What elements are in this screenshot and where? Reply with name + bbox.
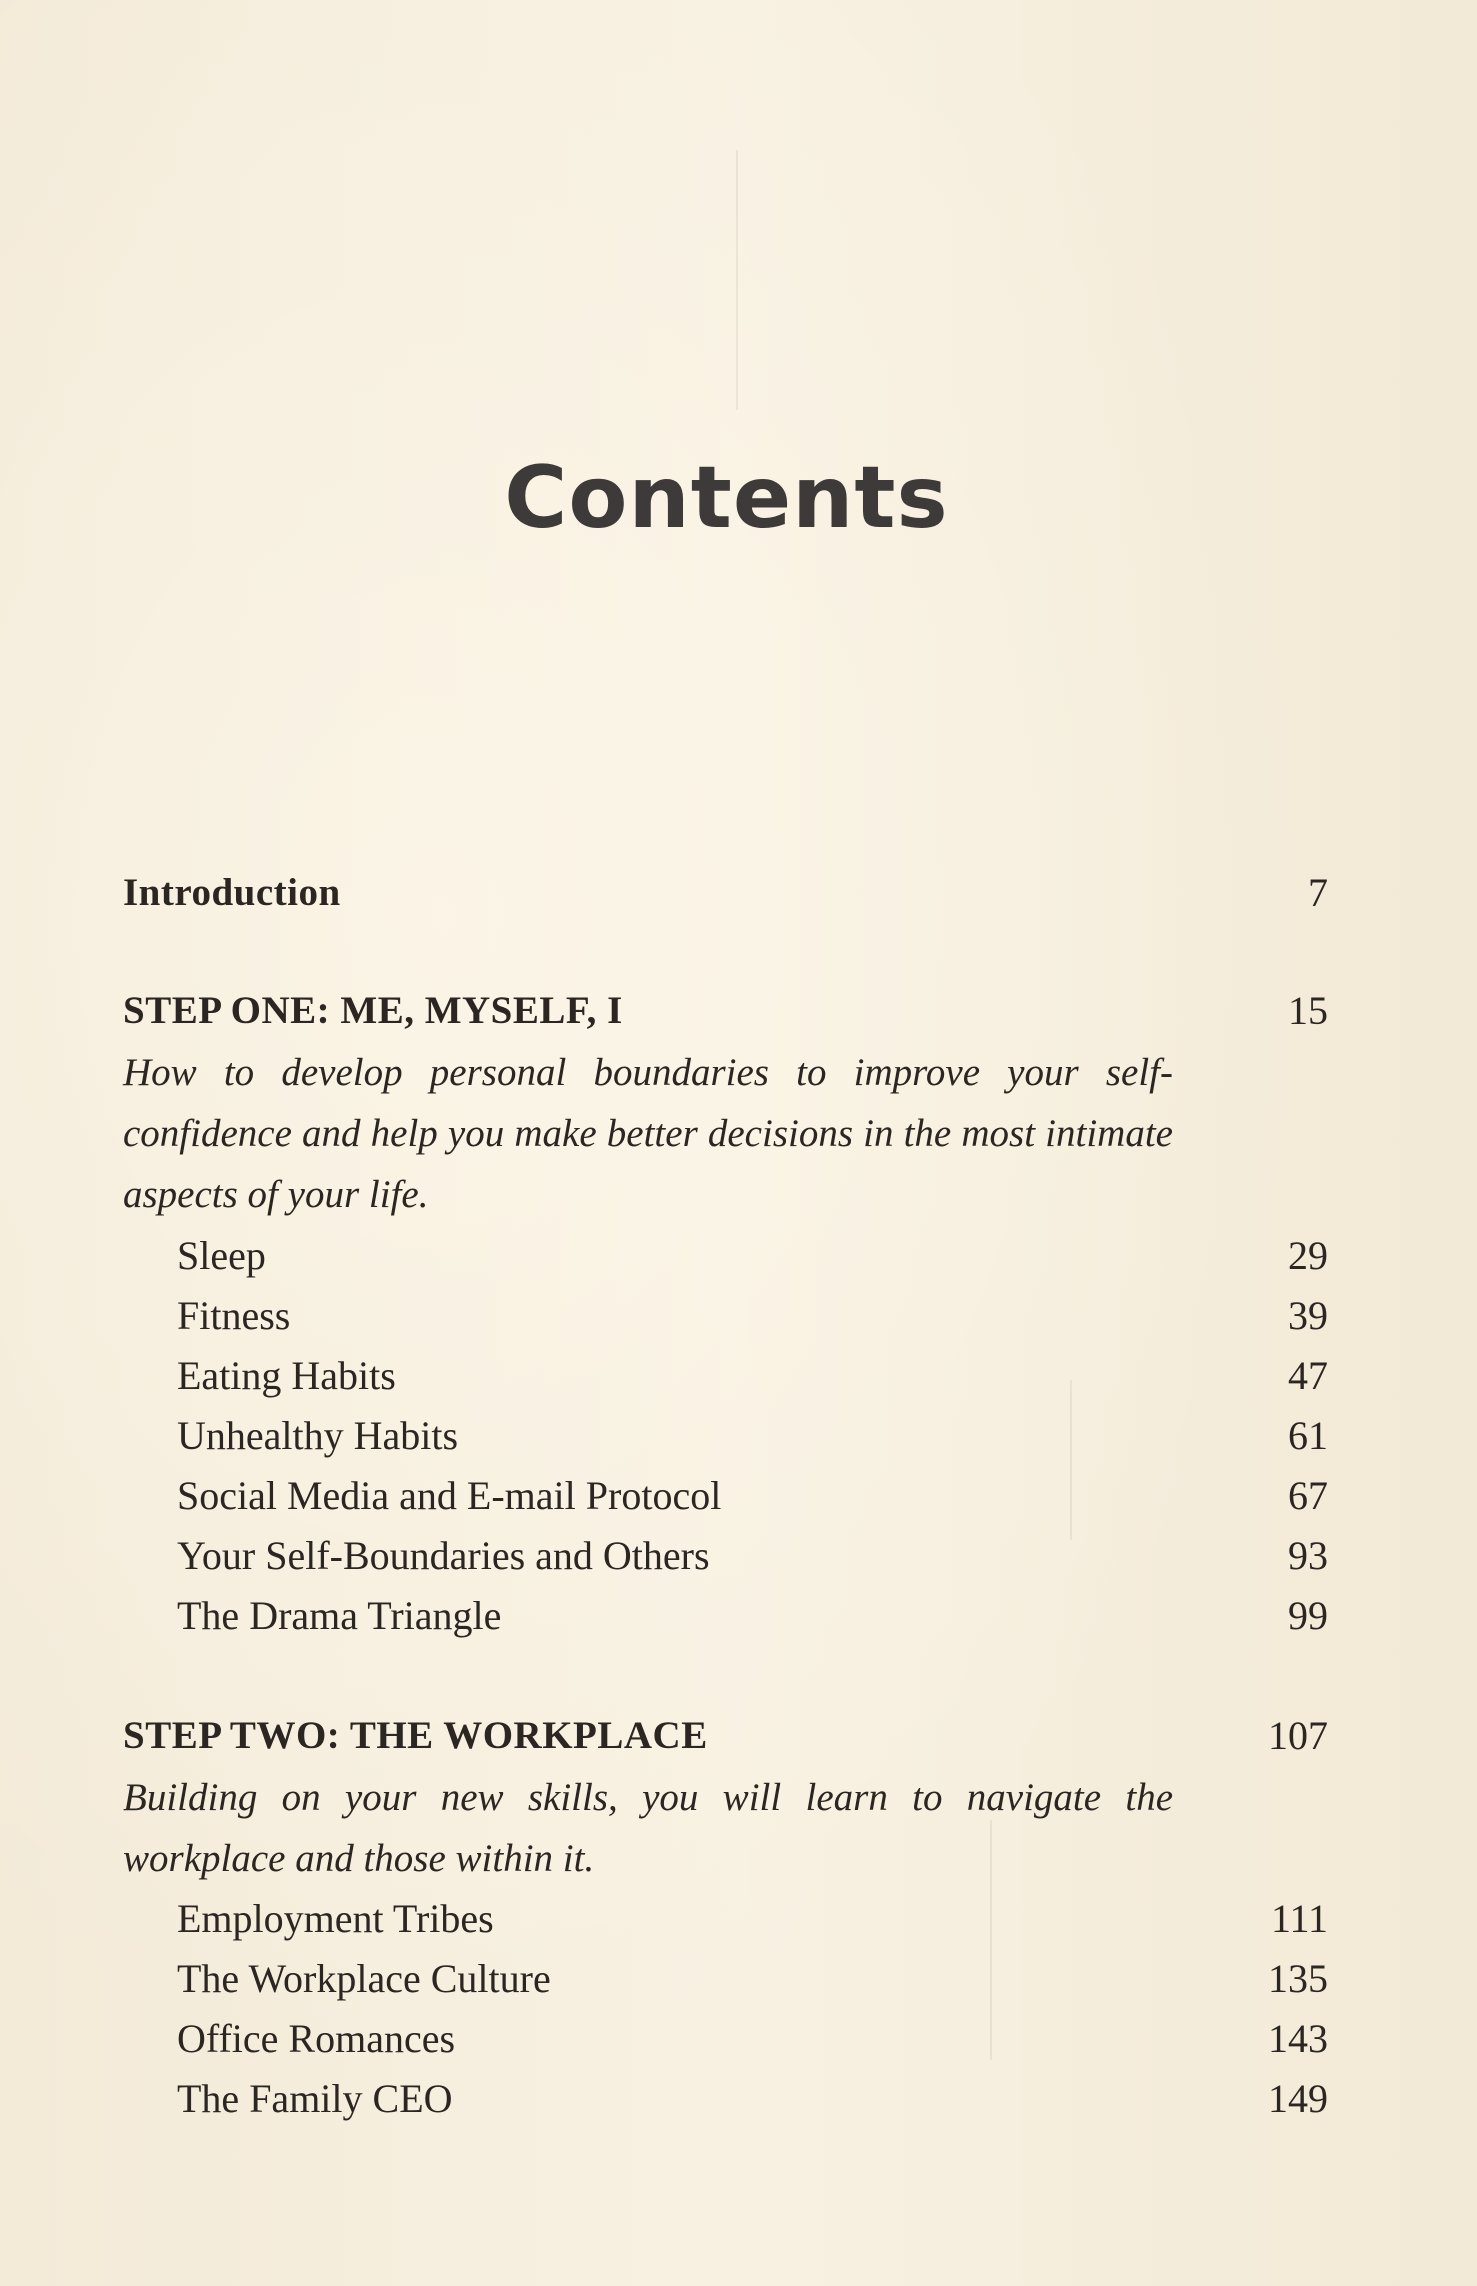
toc-entry[interactable] — [123, 1526, 1328, 1586]
toc-entry[interactable] — [123, 2069, 1328, 2129]
toc-page-number: 47 — [1288, 1353, 1328, 1398]
toc-section-heading[interactable] — [123, 981, 1328, 1041]
toc-entry-label: Social Media and E-mail Protocol — [177, 1473, 722, 1518]
toc-page-number: 143 — [1268, 2016, 1328, 2061]
toc-entry-label: The Workplace Culture — [177, 1956, 551, 2001]
toc-page-number: 149 — [1268, 2076, 1328, 2121]
toc-entry-label: The Drama Triangle — [177, 1593, 502, 1638]
toc-entry-label: The Family CEO — [177, 2076, 453, 2121]
page-title: Contents — [504, 448, 949, 548]
toc-page-number: 39 — [1288, 1293, 1328, 1338]
section-heading-label: STEP ONE: ME, MYSELF, I — [123, 989, 623, 1032]
toc-entry-label: Unhealthy Habits — [177, 1413, 459, 1458]
toc-section-heading[interactable] — [123, 1706, 1328, 1766]
section-description: How to develop personal boundaries to improve your self-confidence and help you make better decisions in the most intimate aspects of your life. — [123, 1051, 1173, 1216]
toc-entry[interactable] — [123, 1466, 1328, 1526]
toc-page-number: 67 — [1288, 1473, 1328, 1518]
toc-entry[interactable] — [123, 1286, 1328, 1346]
toc-page-number: 107 — [1268, 1713, 1328, 1758]
toc-entry-label: Fitness — [177, 1293, 291, 1338]
toc-entry[interactable] — [123, 1949, 1328, 2009]
toc-page-number: 15 — [1288, 988, 1328, 1033]
table-of-contents — [123, 0, 1328, 2286]
toc-entry-label: Introduction — [123, 871, 341, 914]
toc-page-number: 61 — [1288, 1413, 1328, 1458]
toc-entry[interactable] — [123, 1346, 1328, 1406]
toc-page-number: 7 — [1308, 870, 1328, 915]
section-description: Building on your new skills, you will learn to navigate the workplace and those within it. — [123, 1776, 1173, 1880]
toc-entry-introduction[interactable] — [123, 863, 1328, 923]
section-heading-label: STEP TWO: THE WORKPLACE — [123, 1714, 708, 1757]
toc-page-number: 135 — [1268, 1956, 1328, 2001]
toc-entry[interactable] — [123, 1226, 1328, 1286]
toc-page-number: 111 — [1270, 1896, 1328, 1941]
toc-entry-label: Employment Tribes — [177, 1896, 494, 1941]
toc-entry[interactable] — [123, 1889, 1328, 1949]
toc-entry-label: Eating Habits — [177, 1353, 396, 1398]
toc-entry-label: Your Self-Boundaries and Others — [177, 1533, 710, 1578]
toc-page-number: 99 — [1288, 1593, 1328, 1638]
toc-page-number: 29 — [1288, 1233, 1328, 1278]
toc-page-number: 93 — [1288, 1533, 1328, 1578]
toc-entry-label: Sleep — [177, 1233, 266, 1278]
toc-entry[interactable] — [123, 1406, 1328, 1466]
toc-entry[interactable] — [123, 1586, 1328, 1646]
toc-entry[interactable] — [123, 2009, 1328, 2069]
toc-entry-label: Office Romances — [177, 2016, 456, 2061]
